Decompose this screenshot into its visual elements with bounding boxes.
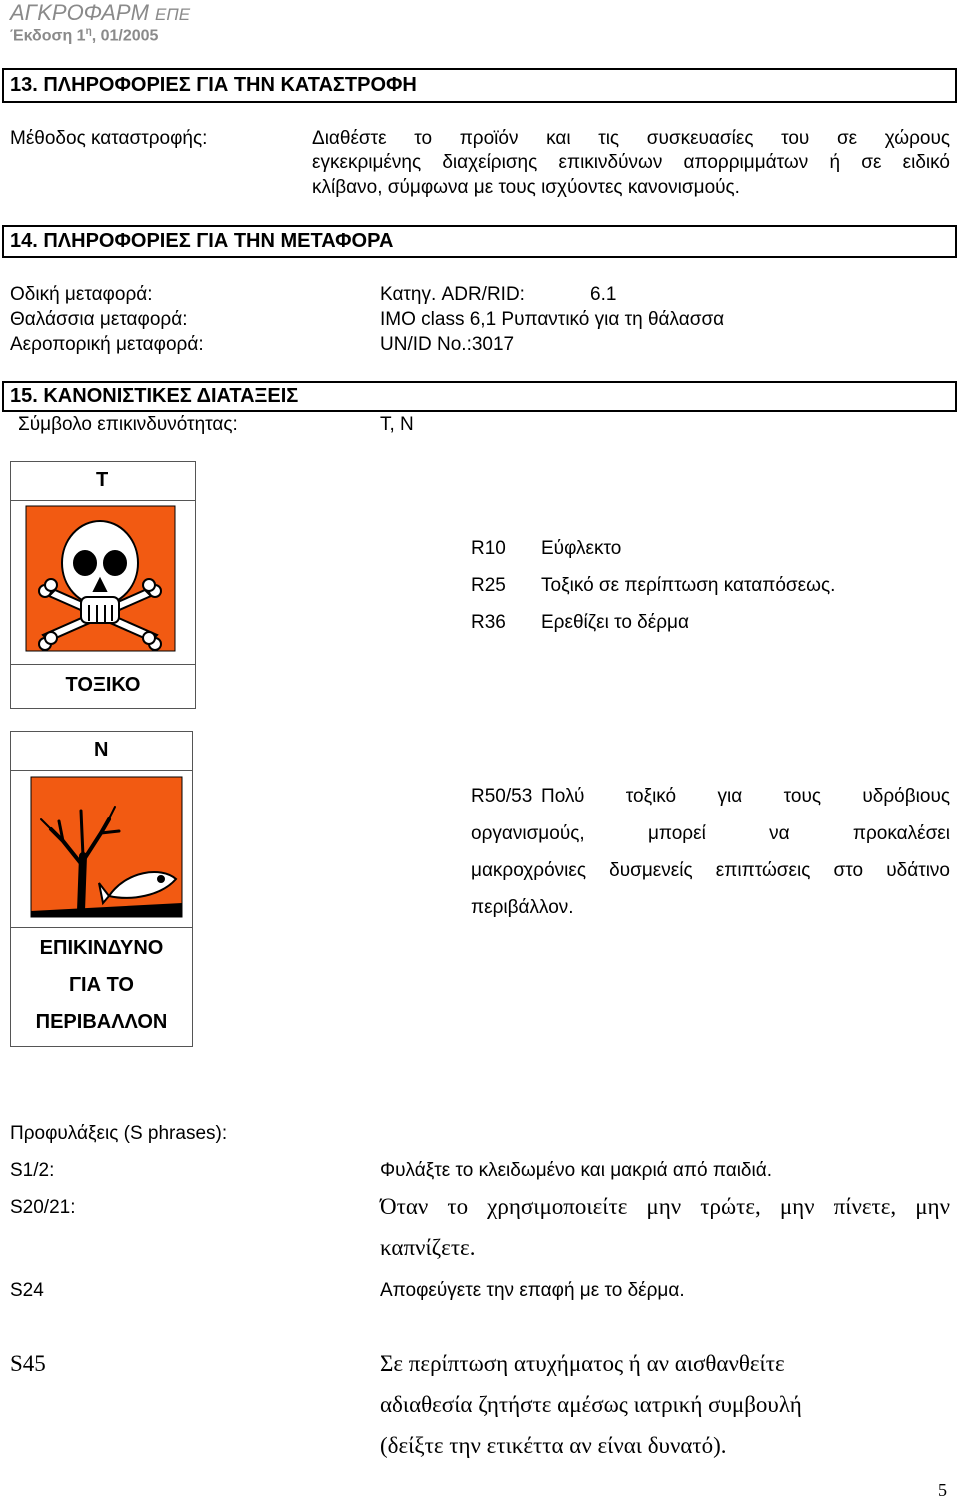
toxic-caption-box	[10, 664, 196, 709]
edition-info	[10, 26, 158, 45]
toxic-pictogram-frame	[10, 501, 196, 671]
r-phrase-code: R10	[471, 538, 506, 559]
edition-prefix: Έκδοση 1	[10, 27, 86, 45]
section-15-heading: 15. ΚΑΝΟΝΙΣΤΙΚΕΣ ΔΙΑΤΑΞΕΙΣ	[2, 381, 957, 412]
road-transport-label: Οδική μεταφορά:	[10, 284, 153, 305]
skull-crossbones-icon	[11, 501, 195, 671]
s-phrase-text: καπνίζετε.	[380, 1235, 476, 1260]
air-transport-label: Αεροπορική μεταφορά:	[10, 334, 204, 355]
sea-transport-label: Θαλάσσια μεταφορά:	[10, 309, 188, 330]
disposal-method-label: Μέθοδος καταστροφής:	[10, 128, 208, 149]
r-phrase-text: Εύφλεκτο	[541, 538, 622, 559]
air-transport-value: UN/ID No.:3017	[380, 334, 515, 355]
r-phrase-code: R25	[471, 575, 506, 596]
edition-date: , 01/2005	[91, 27, 159, 45]
s-phrase-code: S1/2:	[10, 1160, 55, 1181]
env-caption-line: ΠΕΡΙΒΑΛΛΟΝ	[35, 1011, 168, 1033]
company-suffix: ΕΠΕ	[155, 5, 191, 24]
env-letter: N	[94, 739, 109, 761]
edition-sup: η	[85, 26, 92, 37]
env-caption-line: ΓΙΑ ΤΟ	[69, 974, 134, 996]
r-phrase-text: Ερεθίζει το δέρμα	[541, 612, 689, 633]
env-letter-box	[10, 731, 193, 771]
s-phrase-text: Αποφεύγετε την επαφή με το δέρμα.	[380, 1280, 685, 1301]
r5053-line-2: οργανισμούς, μπορεί να προκαλέσει	[471, 823, 950, 844]
toxic-letter-box	[10, 461, 196, 501]
s-phrase-text: Όταν το χρησιμοποιείτε μην τρώτε, μην πίνετε, μην	[380, 1194, 950, 1219]
section-14-heading: 14. ΠΛΗΡΟΦΟΡΙΕΣ ΓΙΑ ΤΗΝ ΜΕΤΑΦΟΡΑ	[2, 225, 957, 258]
s-phrase-text: Σε περίπτωση ατυχήματος ή αν αισθανθείτε	[380, 1351, 785, 1376]
s-phrase-text: Φυλάξτε το κλειδωμένο και μακριά από παιδιά.	[380, 1160, 772, 1181]
env-caption-line: ΕΠΙΚΙΝΔΥΝΟ	[39, 937, 164, 959]
s-phrase-text: (δείξτε την ετικέττα αν είναι δυνατό).	[380, 1433, 727, 1458]
s-phrase-code: S24	[10, 1280, 44, 1301]
s-phrase-text: αδιαθεσία ζητήστε αμέσως ιατρική συμβουλή	[380, 1392, 802, 1417]
r-phrase-text: Τοξικό σε περίπτωση καταπόσεως.	[541, 575, 836, 596]
disposal-line-2: εγκεκριμένης διαχείρισης επικινδύνων απορριμμάτων ή σε ειδικό	[312, 152, 950, 173]
r5053-code: R50/53	[471, 786, 533, 807]
company-name	[10, 0, 190, 26]
r5053-line-1: Πολύ τοξικό για τους υδρόβιους	[541, 786, 950, 807]
r5053-line-3: μακροχρόνιες δυσμενείς επιπτώσεις στο υδάτινο	[471, 860, 950, 881]
s-phrases-heading: Προφυλάξεις (S phrases):	[10, 1123, 228, 1144]
hazard-symbol-label: Σύμβολο επικινδυνότητας:	[18, 414, 238, 435]
company-name-text: ΑΓΚΡΟΦΑΡΜ	[10, 0, 149, 25]
s-phrase-code: S20/21:	[10, 1197, 76, 1218]
s-phrase-code: S45	[10, 1351, 46, 1376]
section-13-heading: 13. ΠΛΗΡΟΦΟΡΙΕΣ ΓΙΑ ΤΗΝ ΚΑΤΑΣΤΡΟΦΗ	[2, 68, 957, 103]
toxic-caption: ΤΟΞΙΚΟ	[65, 674, 141, 696]
page-number: 5	[938, 1480, 947, 1500]
toxic-letter: T	[96, 469, 109, 491]
sea-transport-value: IMO class 6,1 Ρυπαντικό για τη θάλασσα	[380, 309, 725, 330]
disposal-line-1: Διαθέστε το προϊόν και τις συσκευασίες του σε χώρους	[312, 128, 950, 149]
road-transport-class: 6.1	[590, 284, 617, 305]
road-transport-value: Κατηγ. ADR/RID:	[380, 284, 525, 305]
r5053-line-4: περιβάλλον.	[471, 897, 574, 918]
environment-hazard-icon	[11, 771, 192, 931]
env-pictogram-frame	[10, 771, 193, 931]
hazard-symbol-value: T, N	[380, 414, 414, 435]
disposal-line-3: κλίβανο, σύμφωνα με τους ισχύοντες κανονισμούς.	[312, 177, 740, 198]
r-phrase-code: R36	[471, 612, 506, 633]
env-caption-box	[10, 927, 193, 1047]
